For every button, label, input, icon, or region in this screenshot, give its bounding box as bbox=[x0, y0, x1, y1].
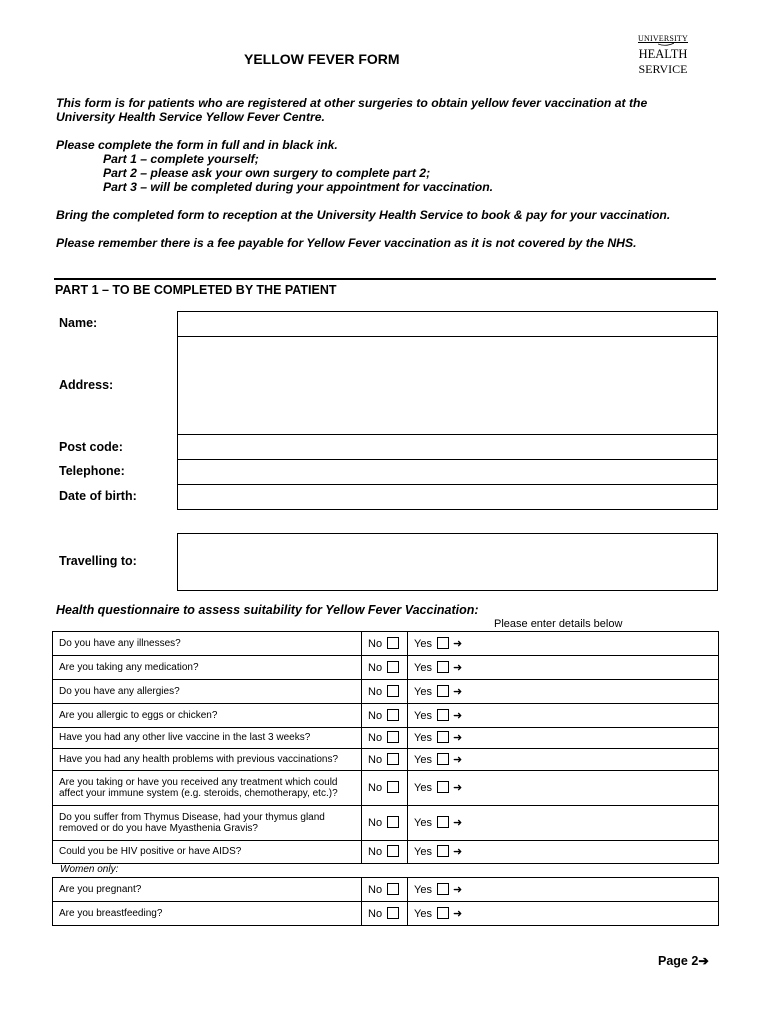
no-checkbox[interactable] bbox=[387, 637, 399, 649]
yes-label: Yes bbox=[414, 732, 432, 745]
no-label: No bbox=[368, 907, 383, 920]
postcode-field[interactable] bbox=[177, 434, 718, 460]
yes-label: Yes bbox=[414, 753, 432, 766]
question-text: Do you have any allergies? bbox=[53, 680, 362, 704]
question-text: Are you taking or have you received any treatment which could affect your immune system (e.g. steroids, chemotherapy, etc.)? bbox=[53, 771, 362, 806]
no-label: No bbox=[368, 753, 383, 766]
yes-option[interactable] bbox=[408, 680, 719, 704]
details-arrow-icon: ➜ bbox=[452, 883, 463, 896]
no-option bbox=[362, 704, 408, 728]
part2-instruction: Part 2 – please ask your own surgery to complete part 2; bbox=[103, 166, 431, 180]
no-label: No bbox=[368, 732, 383, 745]
no-label: No bbox=[368, 883, 383, 896]
yes-option[interactable] bbox=[408, 771, 719, 806]
next-page-arrow-icon: ➔ bbox=[698, 954, 709, 968]
yes-label: Yes bbox=[414, 782, 432, 795]
logo-swoosh-icon bbox=[658, 43, 674, 47]
travelling-label: Travelling to: bbox=[59, 554, 137, 568]
address-field[interactable] bbox=[177, 336, 718, 435]
yes-label: Yes bbox=[414, 637, 432, 650]
yes-checkbox[interactable] bbox=[437, 781, 449, 793]
no-option bbox=[362, 749, 408, 771]
question-text: Are you pregnant? bbox=[53, 878, 362, 902]
details-note: Please enter details below bbox=[494, 618, 623, 630]
intro-paragraph-4: Please remember there is a fee payable for Yellow Fever vaccination as it is not covered by the NHS. bbox=[56, 236, 637, 250]
questionnaire-heading: Health questionnaire to assess suitability for Yellow Fever Vaccination: bbox=[56, 603, 479, 617]
question-text: Are you breastfeeding? bbox=[53, 902, 362, 926]
question-text: Do you suffer from Thymus Disease, had your thymus gland removed or do you have Myasthenia Gravis? bbox=[53, 806, 362, 841]
part1-instruction: Part 1 – complete yourself; bbox=[103, 152, 259, 166]
no-option bbox=[362, 902, 408, 926]
yes-label: Yes bbox=[414, 817, 432, 830]
yes-checkbox[interactable] bbox=[437, 816, 449, 828]
question-row bbox=[53, 841, 719, 864]
yes-label: Yes bbox=[414, 907, 432, 920]
question-row bbox=[53, 749, 719, 771]
question-text: Could you be HIV positive or have AIDS? bbox=[53, 841, 362, 864]
postcode-label: Post code: bbox=[59, 440, 123, 454]
yes-checkbox[interactable] bbox=[437, 883, 449, 895]
part1-heading: PART 1 – TO BE COMPLETED BY THE PATIENT bbox=[55, 283, 337, 297]
yes-option[interactable] bbox=[408, 632, 719, 656]
name-field[interactable] bbox=[177, 311, 718, 337]
details-arrow-icon: ➜ bbox=[452, 753, 463, 766]
question-row bbox=[53, 771, 719, 806]
question-text: Are you allergic to eggs or chicken? bbox=[53, 704, 362, 728]
yes-label: Yes bbox=[414, 709, 432, 722]
yes-checkbox[interactable] bbox=[437, 709, 449, 721]
yes-option[interactable] bbox=[408, 878, 719, 902]
details-arrow-icon: ➜ bbox=[452, 685, 463, 698]
form-title: YELLOW FEVER FORM bbox=[244, 51, 400, 67]
logo-service-text: SERVICE bbox=[638, 62, 688, 76]
question-row bbox=[53, 728, 719, 749]
question-row bbox=[53, 704, 719, 728]
dob-field[interactable] bbox=[177, 484, 718, 510]
yes-label: Yes bbox=[414, 661, 432, 674]
details-arrow-icon: ➜ bbox=[452, 661, 463, 674]
no-option bbox=[362, 806, 408, 841]
yes-checkbox[interactable] bbox=[437, 685, 449, 697]
name-label: Name: bbox=[59, 316, 98, 330]
yes-checkbox[interactable] bbox=[437, 661, 449, 673]
question-row bbox=[53, 656, 719, 680]
no-checkbox[interactable] bbox=[387, 781, 399, 793]
yes-option[interactable] bbox=[408, 656, 719, 680]
no-option bbox=[362, 632, 408, 656]
no-label: No bbox=[368, 685, 383, 698]
question-row bbox=[53, 632, 719, 656]
no-checkbox[interactable] bbox=[387, 685, 399, 697]
no-checkbox[interactable] bbox=[387, 731, 399, 743]
no-label: No bbox=[368, 637, 383, 650]
question-text: Are you taking any medication? bbox=[53, 656, 362, 680]
no-option bbox=[362, 771, 408, 806]
no-option bbox=[362, 680, 408, 704]
yes-option[interactable] bbox=[408, 841, 719, 864]
intro-paragraph-3: Bring the completed form to reception at the University Health Service to book & pay for your vaccination. bbox=[56, 208, 671, 222]
no-option bbox=[362, 728, 408, 749]
no-label: No bbox=[368, 709, 383, 722]
yes-option[interactable] bbox=[408, 806, 719, 841]
yes-option[interactable] bbox=[408, 728, 719, 749]
question-row bbox=[53, 680, 719, 704]
yes-checkbox[interactable] bbox=[437, 845, 449, 857]
dob-label: Date of birth: bbox=[59, 489, 137, 503]
no-label: No bbox=[368, 782, 383, 795]
no-option bbox=[362, 841, 408, 864]
no-label: No bbox=[368, 661, 383, 674]
questionnaire-body bbox=[53, 632, 719, 864]
yes-option[interactable] bbox=[408, 902, 719, 926]
no-label: No bbox=[368, 817, 383, 830]
yes-checkbox[interactable] bbox=[437, 637, 449, 649]
no-checkbox[interactable] bbox=[387, 661, 399, 673]
no-label: No bbox=[368, 846, 383, 859]
yes-checkbox[interactable] bbox=[437, 753, 449, 765]
section-divider bbox=[54, 278, 716, 280]
no-checkbox[interactable] bbox=[387, 709, 399, 721]
page-indicator: Page 2➔ bbox=[658, 954, 709, 968]
question-text: Have you had any other live vaccine in the last 3 weeks? bbox=[53, 728, 362, 749]
logo-health-text: HEALTH bbox=[638, 47, 688, 61]
no-checkbox[interactable] bbox=[387, 753, 399, 765]
women-only-label: Women only: bbox=[60, 864, 119, 875]
details-arrow-icon: ➜ bbox=[452, 817, 463, 830]
yes-label: Yes bbox=[414, 883, 432, 896]
no-checkbox[interactable] bbox=[387, 845, 399, 857]
yes-option[interactable] bbox=[408, 704, 719, 728]
intro-paragraph-1: This form is for patients who are registered at other surgeries to obtain yellow fever vaccination at the University Health Service Yellow Fever Centre. bbox=[56, 96, 648, 124]
details-arrow-icon: ➜ bbox=[452, 732, 463, 745]
telephone-label: Telephone: bbox=[59, 464, 125, 478]
question-text: Have you had any health problems with previous vaccinations? bbox=[53, 749, 362, 771]
yes-option[interactable] bbox=[408, 749, 719, 771]
address-label: Address: bbox=[59, 378, 114, 392]
question-text: Do you have any illnesses? bbox=[53, 632, 362, 656]
part3-instruction: Part 3 – will be completed during your appointment for vaccination. bbox=[103, 180, 494, 194]
details-arrow-icon: ➜ bbox=[452, 907, 463, 920]
question-row bbox=[53, 902, 719, 926]
no-option bbox=[362, 878, 408, 902]
yes-label: Yes bbox=[414, 846, 432, 859]
question-row bbox=[53, 806, 719, 841]
details-arrow-icon: ➜ bbox=[452, 637, 463, 650]
yes-checkbox[interactable] bbox=[437, 731, 449, 743]
women-questionnaire-body bbox=[53, 878, 719, 926]
question-row bbox=[53, 878, 719, 902]
no-checkbox[interactable] bbox=[387, 907, 399, 919]
details-arrow-icon: ➜ bbox=[452, 846, 463, 859]
questionnaire-table bbox=[52, 631, 719, 864]
no-checkbox[interactable] bbox=[387, 816, 399, 828]
yes-label: Yes bbox=[414, 685, 432, 698]
no-option bbox=[362, 656, 408, 680]
telephone-field[interactable] bbox=[177, 459, 718, 485]
university-health-service-logo bbox=[628, 34, 698, 77]
intro-paragraph-2: Please complete the form in full and in black ink. Part 1 – complete yourself; Part 2 – please ask your own surgery to complete part 2; Part 3 – will be completed during your appointment for vaccination. bbox=[56, 138, 494, 194]
women-questionnaire-table bbox=[52, 877, 719, 926]
details-arrow-icon: ➜ bbox=[452, 782, 463, 795]
logo-university-text: UNIVERSITY bbox=[638, 34, 688, 43]
travelling-field[interactable] bbox=[177, 533, 718, 591]
no-checkbox[interactable] bbox=[387, 883, 399, 895]
details-arrow-icon: ➜ bbox=[452, 709, 463, 722]
yes-checkbox[interactable] bbox=[437, 907, 449, 919]
